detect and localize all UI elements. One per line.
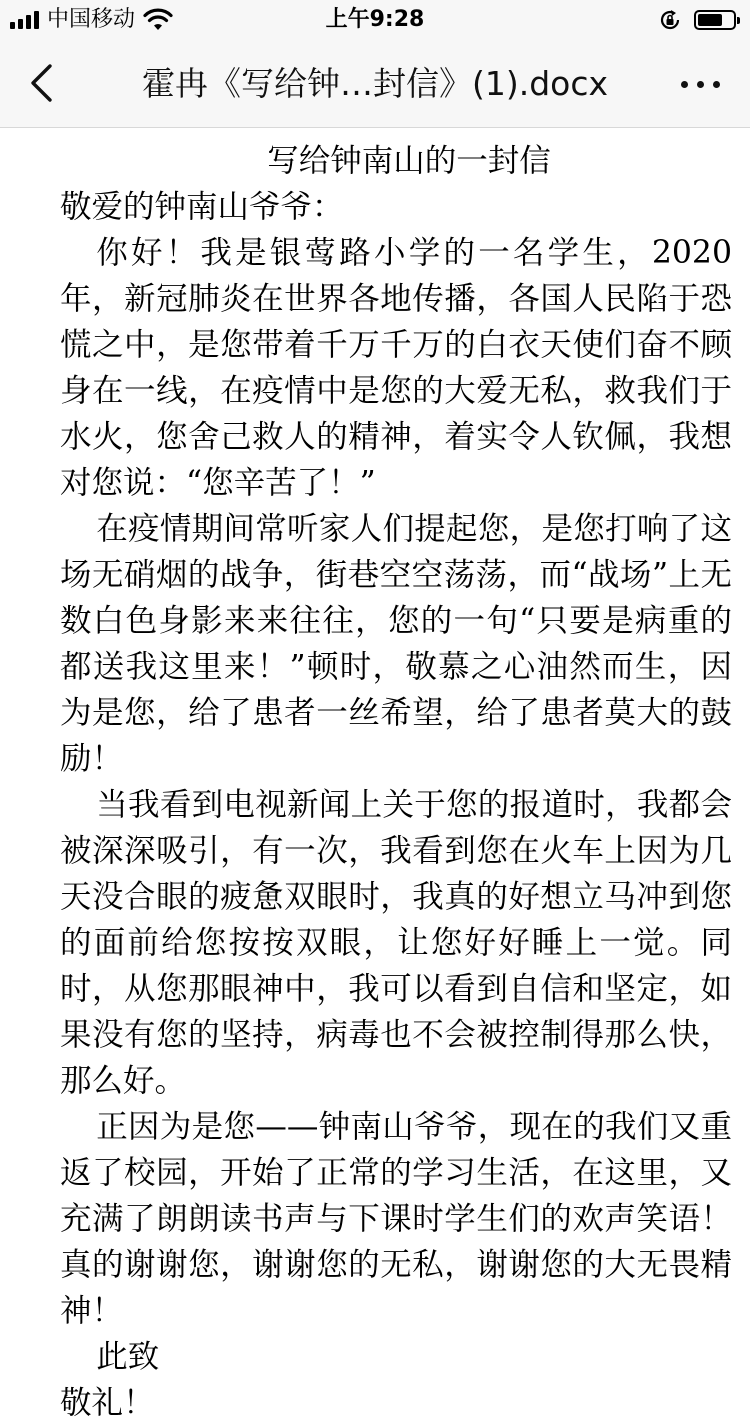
more-icon [681, 81, 688, 88]
chevron-left-icon [18, 58, 68, 108]
letter-paragraph-4: 正因为是您——钟南山爷爷，现在的我们又重返了校园，开始了正常的学习生活，在这里，又充满了朗朗读书声与下课时学生们的欢声笑语！真的谢谢您，谢谢您的无私，谢谢您的大无畏精神！ [60, 1109, 732, 1329]
carrier-label: 中国移动 [47, 7, 136, 32]
letter-paragraph-3: 当我看到电视新闻上关于您的报道时，我都会被深深吸引，有一次，我看到您在火车上因为几天没合眼的疲惫双眼时，我真的好想立马冲到您的面前给您按按双眼，让您好好睡上一觉。同时，从您那眼神中，我可以看到自信和坚定，如果没有您的坚持，病毒也不会被控制得那么快，那么好。 [60, 787, 732, 1099]
letter-closing-2: 敬礼！ [60, 1385, 155, 1421]
battery-icon [694, 10, 736, 30]
document-body [60, 138, 732, 1426]
letter-paragraph-1: 你好！我是银莺路小学的一名学生，2020年，新冠肺炎在世界各地传播，各国人民陷于恐慌之中，是您带着千万千万的白衣天使们奋不顾身在一线，在疫情中是您的大爱无私，救我们于水火，您舍己救人的精神，着实令人钦佩，我想对您说：“您辛苦了！” [60, 235, 732, 501]
letter-salutation: 敬爱的钟南山爷爷： [60, 189, 344, 225]
document-file-title: 霍冉《写给钟…封信》(1).docx [141, 64, 609, 103]
battery-level [698, 14, 722, 26]
more-button[interactable] [670, 64, 730, 104]
rotation-lock-icon [658, 8, 682, 32]
letter-paragraph-2: 在疫情期间常听家人们提起您，是您打响了这场无硝烟的战争，街巷空空荡荡，而“战场”上无数白色身影来来往往，您的一句“只要是病重的都送我这里来！”顿时，敬慕之心油然而生，因为是您，给了患者一丝希望，给了患者莫大的鼓励！ [60, 511, 732, 777]
letter-closing-1: 此致 [96, 1339, 160, 1375]
status-time: 上午9:28 [325, 7, 425, 32]
letter-title: 写给钟南山的一封信 [267, 143, 551, 179]
document-view[interactable] [0, 128, 750, 1421]
status-bar [0, 0, 750, 40]
status-right [658, 8, 736, 32]
back-button[interactable] [18, 58, 68, 108]
nav-bar [0, 40, 750, 128]
